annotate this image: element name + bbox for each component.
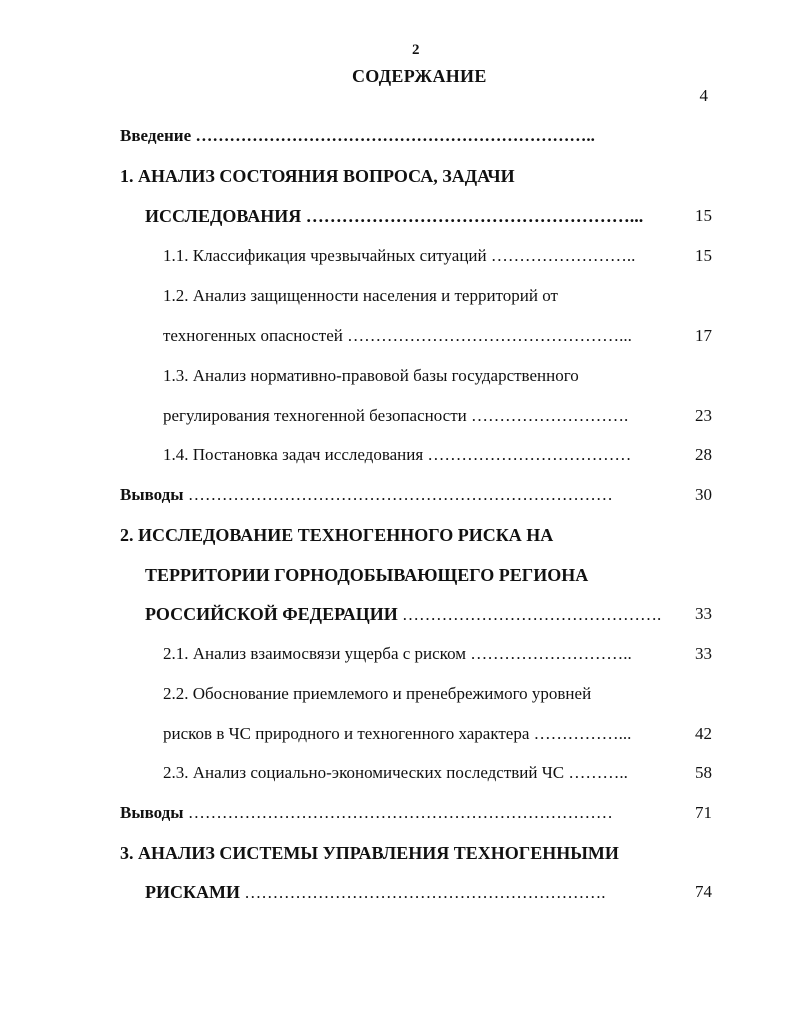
chapter-1-title-line2: ИССЛЕДОВАНИЯ ………………………………………………... [145, 206, 644, 226]
chapter-3-title-line2-label: РИСКАМИ [145, 882, 241, 902]
section-2-1-page: 33 [695, 644, 712, 663]
conclusions-1-page: 30 [695, 485, 712, 504]
section-1-4-page: 28 [695, 445, 712, 464]
chapter-2-leader: ………………………………………. [397, 605, 662, 624]
section-2-1: 2.1. Анализ взаимосвязи ущерба с риском ……………………….. [163, 644, 632, 663]
section-1-4: 1.4. Постановка задач исследования ……………………………… [163, 445, 632, 464]
section-2-2-line1: 2.2. Обоснование приемлемого и пренебрежимого уровней [163, 684, 592, 703]
chapter-3-leader: ………………………………………………………. [240, 883, 606, 902]
section-2-2-line2: рисков в ЧС природного и техногенного характера ……………... [163, 724, 632, 743]
conclusions-1-label: Выводы [120, 485, 184, 504]
section-2-3-page: 58 [695, 763, 712, 782]
conclusions-1-leader: ………………………………………………………………… [183, 485, 613, 504]
chapter-1-page: 15 [695, 206, 712, 225]
section-1-3-page: 23 [695, 406, 712, 425]
section-2-3: 2.3. Анализ социально-экономических последствий ЧС ……….. [163, 763, 628, 782]
chapter-2-title-line2: ТЕРРИТОРИИ ГОРНОДОБЫВАЮЩЕГО РЕГИОНА [145, 565, 589, 585]
chapter-2-title-line3-label: РОССИЙСКОЙ ФЕДЕРАЦИИ [145, 604, 398, 624]
page-title: СОДЕРЖАНИЕ [352, 66, 487, 86]
chapter-2-page: 33 [695, 604, 712, 623]
chapter-2-title-line1: 2. ИССЛЕДОВАНИЕ ТЕХНОГЕННОГО РИСКА НА [120, 525, 554, 545]
section-2-2-page: 42 [695, 724, 712, 743]
section-1-2-line1: 1.2. Анализ защищенности населения и территорий от [163, 286, 558, 305]
chapter-3-title-line2 [145, 882, 606, 903]
conclusions-1-entry [120, 485, 613, 505]
chapter-2-title-line3 [145, 604, 661, 625]
conclusions-2-label: Выводы [120, 803, 184, 822]
section-1-2-page: 17 [695, 326, 712, 345]
conclusions-2-page: 71 [695, 803, 712, 822]
intro-entry: Введение …………………………………………………………….. [120, 126, 595, 145]
section-1-2-line2: техногенных опасностей …………………………………………... [163, 326, 632, 345]
chapter-3-title-line1: 3. АНАЛИЗ СИСТЕМЫ УПРАВЛЕНИЯ ТЕХНОГЕННЫМИ [120, 843, 619, 863]
conclusions-2-entry [120, 803, 613, 823]
section-1-1-page: 15 [695, 246, 712, 265]
conclusions-2-leader: ………………………………………………………………… [183, 803, 613, 822]
page-number: 2 [412, 42, 420, 58]
chapter-3-page: 74 [695, 882, 712, 901]
section-1-3-line2: регулирования техногенной безопасности ………………………. [163, 406, 629, 425]
intro-page: 4 [699, 86, 708, 105]
section-1-3-line1: 1.3. Анализ нормативно-правовой базы государственного [163, 366, 579, 385]
chapter-1-title-line1: 1. АНАЛИЗ СОСТОЯНИЯ ВОПРОСА, ЗАДАЧИ [120, 166, 515, 186]
section-1-1: 1.1. Классификация чрезвычайных ситуаций …………………….. [163, 246, 636, 265]
